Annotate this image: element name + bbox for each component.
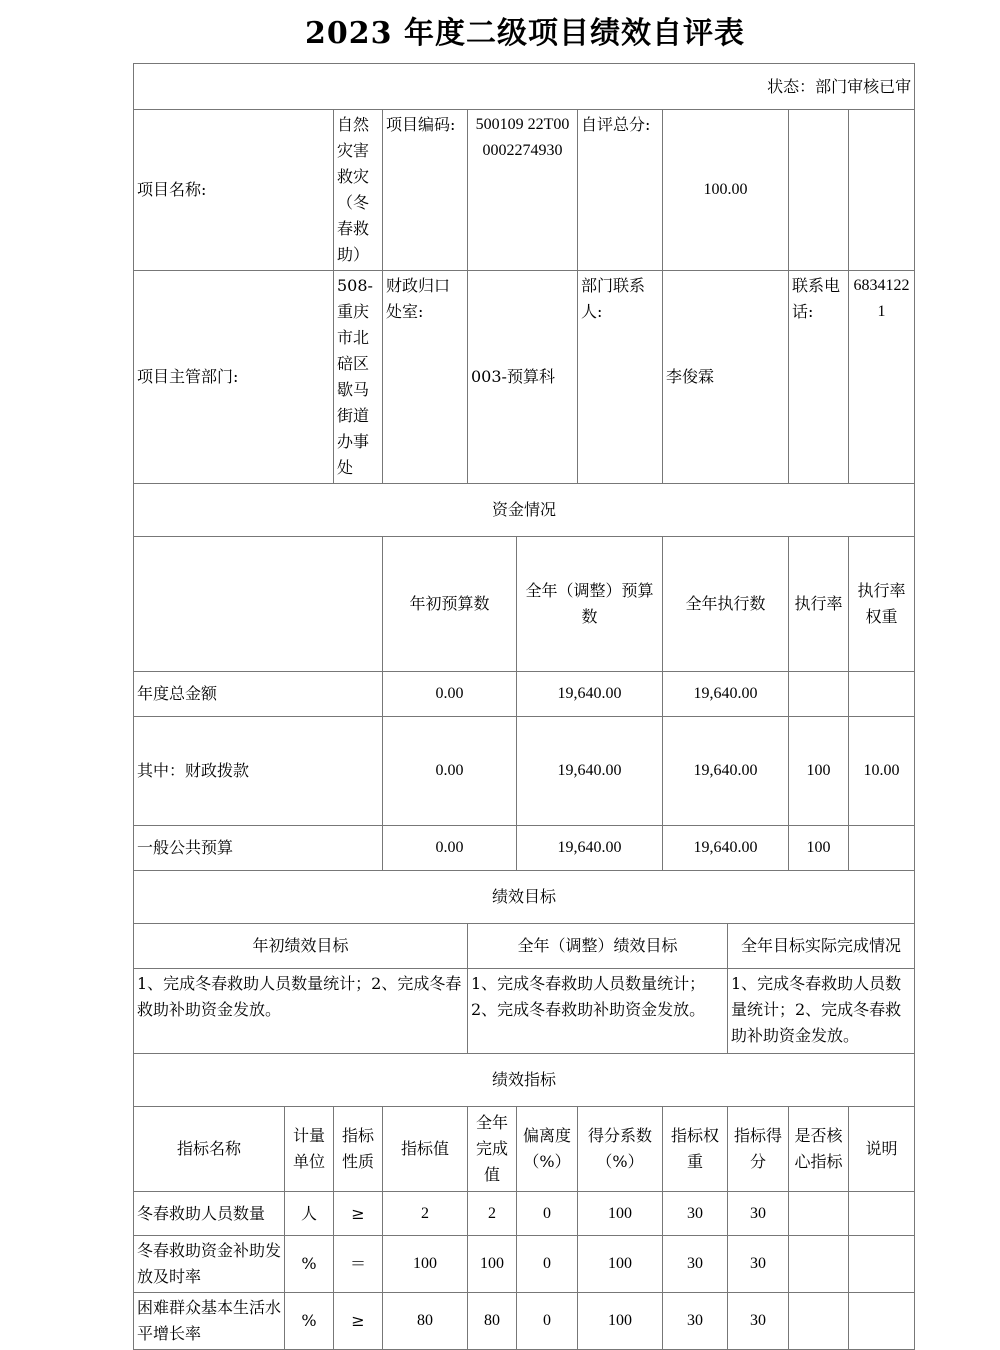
indicator-cell: 80 — [468, 1293, 517, 1350]
funds-header: 执行率 — [789, 537, 849, 672]
status-text: 状态：部门审核已审 — [134, 64, 915, 110]
funds-row-label: 一般公共预算 — [134, 826, 383, 871]
indicator-header: 偏离度（%） — [517, 1107, 578, 1192]
indicator-header: 说明 — [849, 1107, 915, 1192]
phone-value: 68341221 — [849, 271, 915, 484]
indicator-name: 困难群众基本生活水平增长率 — [134, 1293, 285, 1350]
dept-value: 508-重庆市北碚区歇马街道办事处 — [334, 271, 383, 484]
funds-cell — [789, 672, 849, 717]
indicator-cell: 30 — [663, 1236, 728, 1293]
evaluation-table — [133, 63, 915, 1350]
empty-cell — [789, 110, 849, 271]
funds-row-label: 年度总金额 — [134, 672, 383, 717]
indicator-header: 是否核心指标 — [789, 1107, 849, 1192]
indicator-cell — [849, 1236, 915, 1293]
funds-cell: 100 — [789, 826, 849, 871]
goals-section-heading: 绩效目标 — [134, 871, 915, 924]
indicator-header: 指标性质 — [334, 1107, 383, 1192]
funds-cell: 19,640.00 — [517, 672, 663, 717]
project-name-label: 项目名称: — [134, 110, 334, 271]
indicator-header: 计量单位 — [285, 1107, 334, 1192]
indicator-cell: 0 — [517, 1192, 578, 1236]
indicator-cell: % — [285, 1293, 334, 1350]
indicator-cell — [789, 1236, 849, 1293]
table-row — [134, 1236, 915, 1293]
indicator-header: 全年完成值 — [468, 1107, 517, 1192]
funds-cell: 19,640.00 — [663, 672, 789, 717]
indicator-cell: 100 — [578, 1236, 663, 1293]
funds-cell: 10.00 — [849, 717, 915, 826]
funds-cell: 19,640.00 — [663, 717, 789, 826]
funds-cell: 19,640.00 — [663, 826, 789, 871]
indicator-cell — [789, 1192, 849, 1236]
goal-adjusted: 1、完成冬春救助人员数量统计；2、完成冬春救助补助资金发放。 — [468, 969, 728, 1054]
funds-header: 年初预算数 — [383, 537, 517, 672]
indicator-header: 得分系数（%） — [578, 1107, 663, 1192]
indicator-cell — [789, 1293, 849, 1350]
funds-cell — [849, 826, 915, 871]
indicator-cell: 30 — [728, 1192, 789, 1236]
indicator-cell: 80 — [383, 1293, 468, 1350]
goals-header: 年初绩效目标 — [134, 924, 468, 969]
indicator-cell: 30 — [728, 1236, 789, 1293]
goal-initial: 1、完成冬春救助人员数量统计；2、完成冬春救助补助资金发放。 — [134, 969, 468, 1054]
contact-value: 李俊霖 — [663, 271, 789, 484]
indicator-cell: 100 — [468, 1236, 517, 1293]
project-code-label: 项目编码: — [383, 110, 468, 271]
indicator-cell: ≥ — [334, 1192, 383, 1236]
indicator-cell: % — [285, 1236, 334, 1293]
indicator-cell: 100 — [578, 1192, 663, 1236]
funds-header: 全年执行数 — [663, 537, 789, 672]
project-name-value: 自然灾害救灾（冬春救助） — [334, 110, 383, 271]
table-row — [134, 1192, 915, 1236]
phone-label: 联系电话: — [789, 271, 849, 484]
indicator-cell — [849, 1293, 915, 1350]
funds-cell: 0.00 — [383, 826, 517, 871]
indicator-cell — [849, 1192, 915, 1236]
page-title: 2023 年度二级项目绩效自评表 — [305, 16, 745, 51]
indicator-cell: 100 — [578, 1293, 663, 1350]
funds-header: 执行率权重 — [849, 537, 915, 672]
empty-cell — [134, 537, 383, 672]
office-label: 财政归口处室: — [383, 271, 468, 484]
indicator-cell: 0 — [517, 1236, 578, 1293]
indicator-cell: ＝ — [334, 1236, 383, 1293]
indicator-header: 指标得分 — [728, 1107, 789, 1192]
funds-cell: 19,640.00 — [517, 717, 663, 826]
dept-label: 项目主管部门: — [134, 271, 334, 484]
goals-header: 全年目标实际完成情况 — [728, 924, 915, 969]
funds-cell: 0.00 — [383, 672, 517, 717]
funds-cell — [849, 672, 915, 717]
self-score-label: 自评总分: — [578, 110, 663, 271]
goals-header: 全年（调整）绩效目标 — [468, 924, 728, 969]
project-code-value: 500109 22T00 0002274930 — [468, 110, 578, 271]
funds-header: 全年（调整）预算数 — [517, 537, 663, 672]
empty-cell — [849, 110, 915, 271]
indicator-cell: 30 — [663, 1192, 728, 1236]
indicator-cell: 100 — [383, 1236, 468, 1293]
indicator-name: 冬春救助人员数量 — [134, 1192, 285, 1236]
indicator-header: 指标名称 — [134, 1107, 285, 1192]
indicator-header: 指标值 — [383, 1107, 468, 1192]
table-row — [134, 717, 915, 826]
goal-actual: 1、完成冬春救助人员数量统计；2、完成冬春救助补助资金发放。 — [728, 969, 915, 1054]
indicator-cell: 30 — [728, 1293, 789, 1350]
indicator-cell: 人 — [285, 1192, 334, 1236]
self-score-value: 100.00 — [663, 110, 789, 271]
funds-cell: 0.00 — [383, 717, 517, 826]
office-value: 003-预算科 — [468, 271, 578, 484]
indicator-cell: 2 — [383, 1192, 468, 1236]
contact-label: 部门联系人: — [578, 271, 663, 484]
indicator-cell: ≥ — [334, 1293, 383, 1350]
table-row — [134, 672, 915, 717]
funds-row-label: 其中：财政拨款 — [134, 717, 383, 826]
funds-section-heading: 资金情况 — [134, 484, 915, 537]
indicators-section-heading: 绩效指标 — [134, 1054, 915, 1107]
table-row — [134, 1293, 915, 1350]
table-row — [134, 826, 915, 871]
funds-cell: 100 — [789, 717, 849, 826]
indicator-cell: 2 — [468, 1192, 517, 1236]
indicator-cell: 0 — [517, 1293, 578, 1350]
indicator-cell: 30 — [663, 1293, 728, 1350]
funds-cell: 19,640.00 — [517, 826, 663, 871]
indicator-header: 指标权重 — [663, 1107, 728, 1192]
indicator-name: 冬春救助资金补助发放及时率 — [134, 1236, 285, 1293]
